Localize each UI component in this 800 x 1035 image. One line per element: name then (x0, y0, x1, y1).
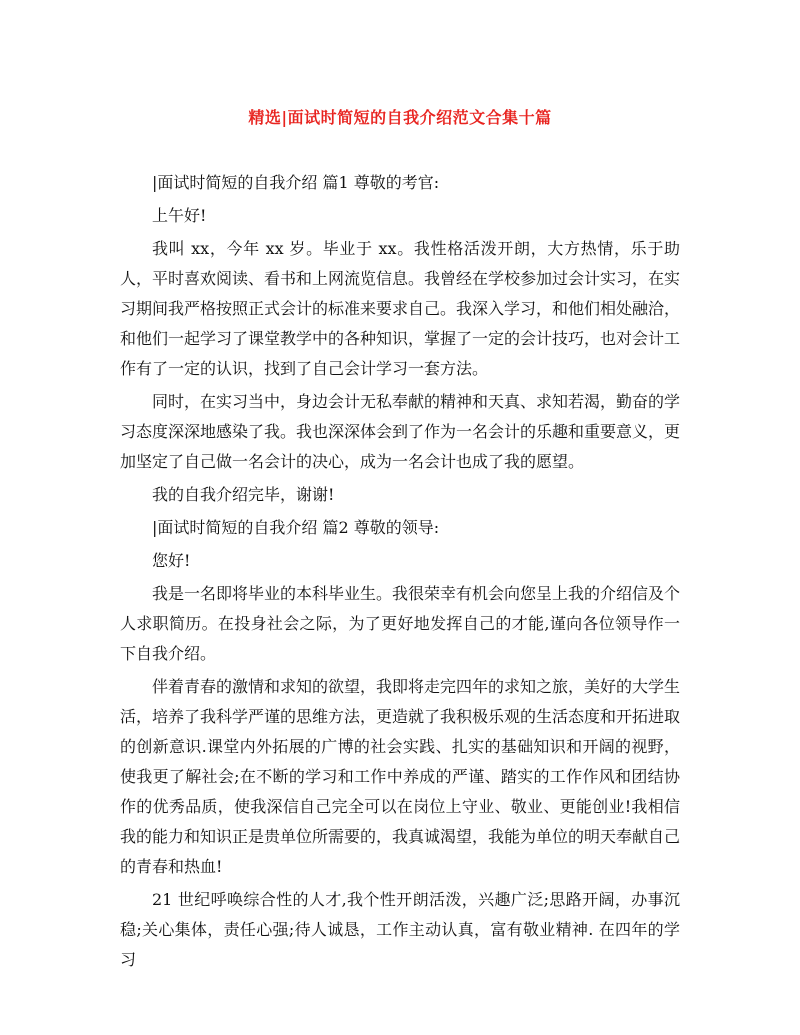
paragraph: 您好! (152, 551, 191, 570)
paragraph: 21 世纪呼唤综合性的人才,我个性开朗活泼，兴趣广泛;思路开阔，办事沉稳;关心集体，责任心强;待人诚恳，工作主动认真，富有敬业精神. 在四年的学习 (120, 890, 680, 969)
paragraph: 伴着青春的激情和求知的欲望，我即将走完四年的求知之旅，美好的大学生活，培养了我科学严谨的思维方法，更造就了我积极乐观的生活态度和开拓进取的创新意识.课堂内外拓展的广博的社会实践、扎实的基础知识和开阔的视野，使我更了解社会;在不断的学习和工作中养成的严谨、踏实的工作作风和团结协作的优秀品质，使我深信自己完全可以在岗位上守业、敬业、更能创业!我相信我的能力和知识正是贵单位所需要的，我真诚渴望，我能为单位的明天奉献自己的青春和热血! (120, 677, 681, 876)
paragraph: |面试时简短的自我介绍 篇1 尊敬的考官: (152, 173, 440, 192)
paragraph: 我叫 xx，今年 xx 岁。毕业于 xx。我性格活泼开朗，大方热情，乐于助人，平时喜欢阅读、看书和上网流览信息。我曾经在学校参加过会计实习，在实习期间我严格按照正式会计的标准来要求自己。我深入学习，和他们相处融洽，和他们一起学习了课堂教学中的各种知识，掌握了一定的会计技巧，也对会计工作有了一定的认识，找到了自己会计学习一套方法。 (120, 239, 681, 378)
paragraph: 上午好! (152, 206, 207, 225)
paragraph: 我的自我介绍完毕，谢谢! (152, 485, 335, 504)
document-body (120, 168, 680, 978)
paragraph: 同时，在实习当中，身边会计无私奉献的精神和天真、求知若渴，勤奋的学习态度深深地感染了我。我也深深体会到了作为一名会计的乐趣和重要意义，更加坚定了自己做一名会计的决心，成为一名会计也成了我的愿望。 (120, 392, 681, 471)
paragraph: 我是一名即将毕业的本科毕业生。我很荣幸有机会向您呈上我的介绍信及个人求职简历。在投身社会之际，为了更好地发挥自己的才能,谨向各位领导作一下自我介绍。 (120, 584, 681, 663)
document-title: 精选|面试时简短的自我介绍范文合集十篇 (248, 108, 552, 127)
paragraph: |面试时简短的自我介绍 篇2 尊敬的领导: (152, 518, 440, 537)
